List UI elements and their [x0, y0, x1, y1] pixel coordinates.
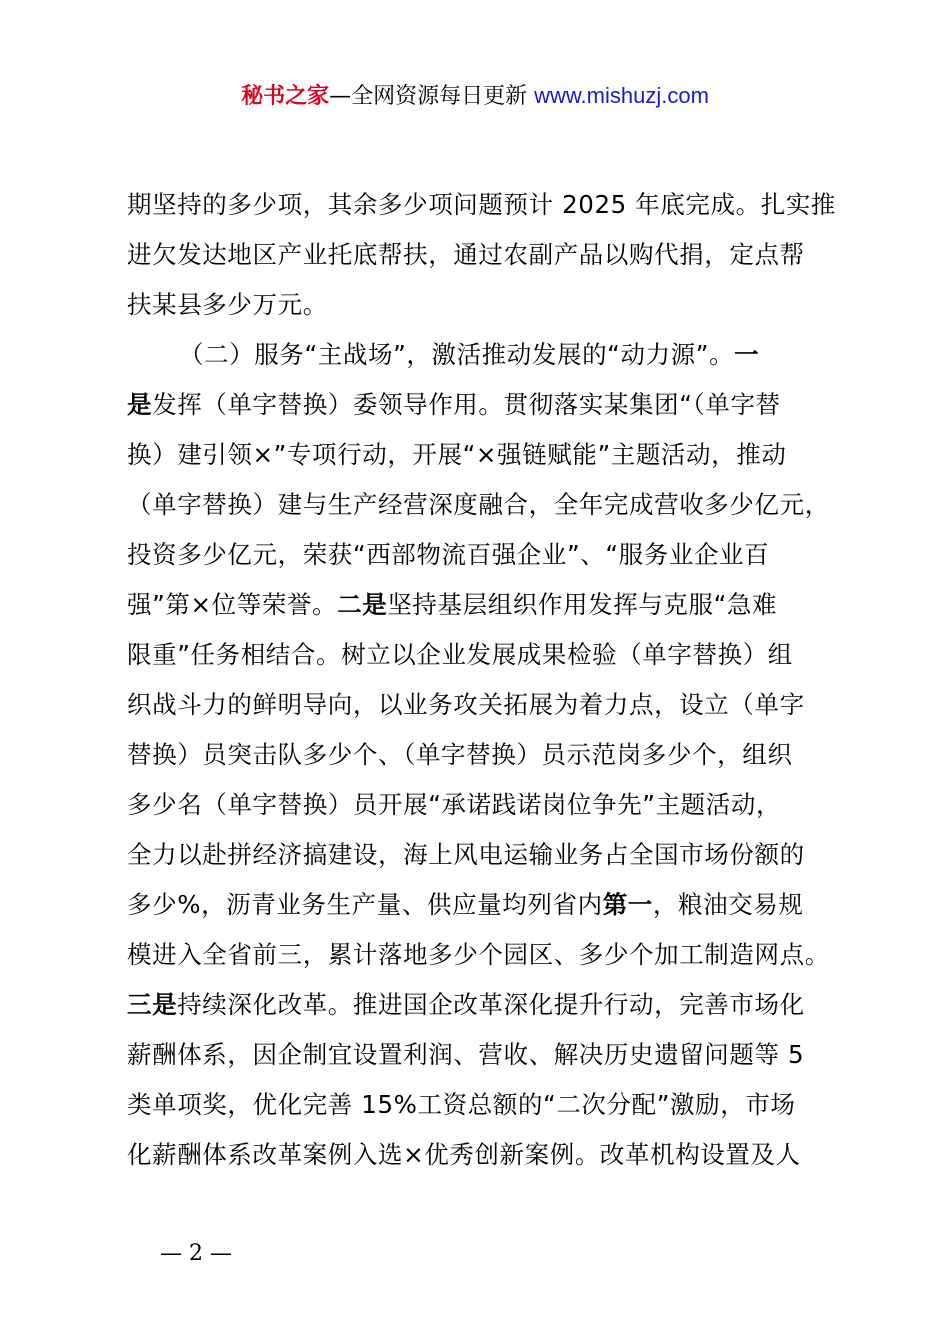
text-run: 持续深化改革。推进国企改革深化提升行动，完善市场化 — [177, 990, 805, 1019]
text-run: 坚持基层组织作用发挥与克服“急难 — [387, 590, 778, 619]
site-url[interactable]: www.mishuzj.com — [534, 83, 709, 108]
bold-text: 一 — [734, 340, 760, 369]
text-run: 进欠发达地区产业托底帮扶，通过农副产品以购代捐，定点帮 — [127, 240, 805, 269]
text-run: 限重”任务相结合。树立以企业发展成果检验（单字替换）组 — [127, 640, 793, 669]
text-line — [127, 680, 857, 730]
text-run: 扶某县多少万元。 — [127, 290, 328, 319]
text-run: 薪酬体系，因企制宜设置利润、营收、解决历史遗留问题等 5 — [127, 1040, 805, 1069]
text-line — [127, 430, 857, 480]
text-line — [127, 780, 857, 830]
document-body — [127, 180, 857, 1180]
text-line — [127, 530, 857, 580]
bold-text: 是 — [127, 390, 153, 419]
text-line — [127, 230, 857, 280]
text-run: 多少名（单字替换）员开展“承诺践诺岗位争先”主题活动， — [127, 790, 782, 819]
banner-tagline: —全网资源每日更新 — [329, 84, 535, 109]
text-line — [127, 1130, 857, 1180]
text-run: 多少%，沥青业务生产量、供应量均列省内 — [127, 890, 603, 919]
text-run: ，粮油交易规 — [652, 890, 804, 919]
text-line — [127, 980, 857, 1030]
text-run: 期坚持的多少项，其余多少项问题预计 2025 年底完成。扎实推 — [127, 190, 837, 219]
brand-name: 秘书之家 — [241, 84, 330, 109]
text-run: 强”第×位等荣誉。 — [127, 590, 338, 619]
text-line — [127, 180, 857, 230]
text-run: 发挥（单字替换）委领导作用。贯彻落实某集团“（单字替 — [152, 390, 781, 419]
text-line — [127, 580, 857, 630]
text-line — [127, 880, 857, 930]
text-line — [127, 480, 857, 530]
text-run: 全力以赴拼经济搞建设，海上风电运输业务占全国市场份额的 — [127, 840, 805, 869]
text-run: 类单项奖，优化完善 15%工资总额的“二次分配”激励，市场 — [127, 1090, 796, 1119]
text-run: 替换）员突击队多少个、（单字替换）员示范岗多少个，组织 — [127, 740, 793, 769]
text-run: 织战斗力的鲜明导向，以业务攻关拓展为着力点，设立（单字 — [127, 690, 805, 719]
site-banner — [0, 80, 950, 113]
text-line — [127, 730, 857, 780]
text-line — [127, 330, 857, 380]
text-line — [127, 930, 857, 980]
text-line — [127, 380, 857, 430]
text-run: （单字替换）建与生产经营深度融合，全年完成营收多少亿元， — [127, 490, 830, 519]
text-run: 模进入全省前三，累计落地多少个园区、多少个加工制造网点。 — [127, 940, 830, 969]
bold-text: 第一 — [602, 890, 653, 919]
page-number: — 2 — — [160, 1241, 232, 1266]
text-run: 换）建引领×”专项行动，开展“×强链赋能”主题活动，推动 — [127, 440, 787, 469]
bold-text: 三是 — [127, 990, 178, 1019]
text-run: 化薪酬体系改革案例入选×优秀创新案例。改革机构设置及人 — [127, 1140, 801, 1169]
text-line — [127, 1080, 857, 1130]
text-line — [127, 1030, 857, 1080]
text-run: 投资多少亿元，荣获“西部物流百强企业”、“服务业企业百 — [127, 540, 770, 569]
text-line — [127, 280, 857, 330]
text-line — [127, 630, 857, 680]
text-line — [127, 830, 857, 880]
bold-text: 二是 — [337, 590, 388, 619]
text-run: （二）服务“主战场”，激活推动发展的“动力源”。 — [179, 340, 735, 369]
